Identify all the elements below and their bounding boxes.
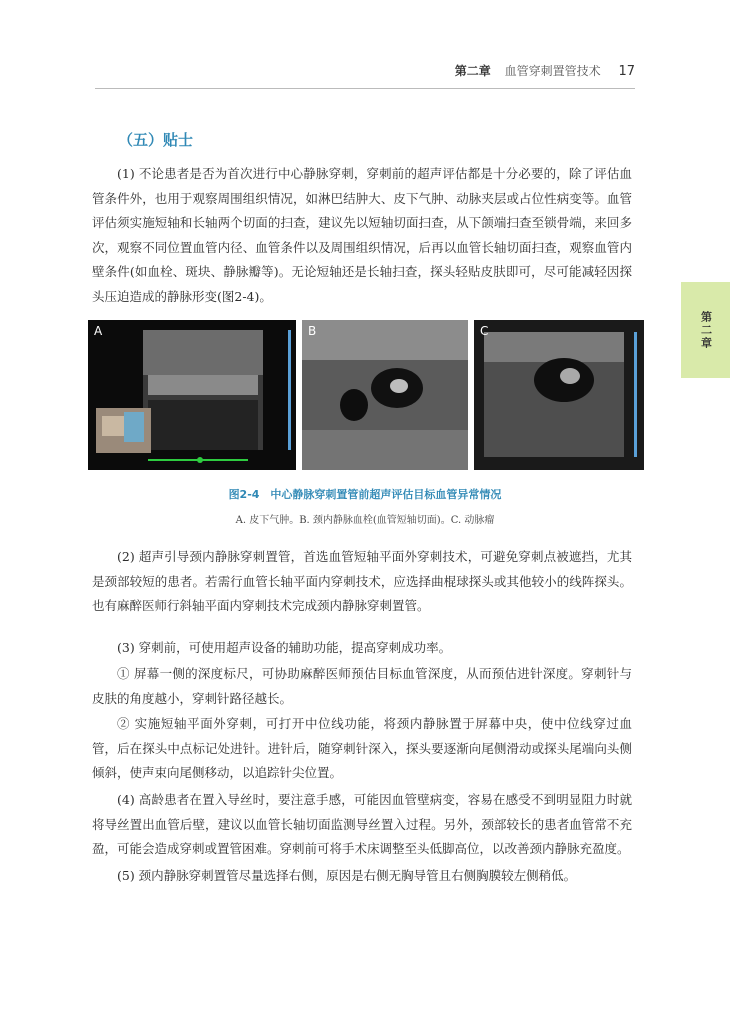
figure-caption: 图2-4 中心静脉穿刺置管前超声评估目标血管异常情况 — [228, 488, 502, 501]
paragraph-7: (5) 颈内静脉穿刺置管尽量选择右侧，原因是右侧无胸导管且右侧胸膜较左侧稍低。 — [117, 868, 577, 883]
panel-a — [88, 320, 296, 470]
paragraph-4: ① 屏幕一侧的深度标尺，可协助麻醉医师预估目标血管深度，从而预估进针深度。穿刺针与皮肤的角度越小，穿刺针路径越长。 — [92, 666, 632, 706]
running-header — [455, 62, 635, 79]
figure-subcaption: A. 皮下气肿。B. 颈内静脉血栓(血管短轴切面)。C. 动脉瘤 — [235, 515, 495, 526]
page-number: 17 — [618, 64, 635, 79]
chapter-side-tab-label: 第二章 — [699, 310, 713, 350]
paragraph-1: (1) 不论患者是否为首次进行中心静脉穿刺，穿刺前的超声评估都是十分必要的，除了评估血管条件外，也用于观察周围组织情况，如淋巴结肿大、皮下气肿、动脉夹层或占位性病变等。血管评估须实施短轴和长轴两个切面的扫查，建议先以短轴切面扫查，从下颌端扫查至锁骨端，来回多次，观察不同位置血管内径、血管条件以及周围组织情况，后再以血管长轴切面扫查，观察血管内壁条件(如血栓、斑块、静脉瓣等)。无论短轴还是长轴扫查，探头轻贴皮肤即可，尽可能减轻因探头压迫造成的静脉形变(图2-4)。 — [92, 166, 632, 304]
panel-a-label: A — [94, 324, 103, 338]
panel-c — [474, 320, 644, 470]
ultrasound-image-c — [474, 320, 644, 470]
panel-b-label: B — [308, 324, 317, 338]
paragraph-5: ② 实施短轴平面外穿刺，可打开中位线功能，将颈内静脉置于屏幕中央，使中位线穿过血管，后在探头中点标记处进针。进针后，随穿刺针深入，探头要逐渐向尾侧滑动或探头尾端向头侧倾斜，使声束向尾侧移动，以追踪针尖位置。 — [92, 716, 632, 780]
section-title: （五）贴士 — [118, 131, 194, 149]
panel-c-label: C — [480, 324, 489, 338]
paragraph-3: (3) 穿刺前，可使用超声设备的辅助功能，提高穿刺成功率。 — [117, 640, 452, 655]
paragraph-6: (4) 高龄患者在置入导丝时，要注意手感，可能因血管壁病变，容易在感受不到明显阻力时就将导丝置出血管后壁，建议以血管长轴切面监测导丝置入过程。另外，颈部较长的患者血管常不充盈，可能会造成穿刺或置管困难。穿刺前可将手术床调整至头低脚高位，以改善颈内静脉充盈度。 — [92, 792, 632, 856]
ultrasound-image-b — [302, 320, 468, 470]
header-rule — [95, 88, 635, 89]
header-chapter: 第二章 — [454, 64, 491, 78]
header-chapter-title: 血管穿刺置管技术 — [504, 64, 601, 78]
ultrasound-figure — [88, 320, 644, 470]
panel-b — [302, 320, 468, 470]
chapter-side-tab — [681, 282, 730, 378]
ultrasound-image-a — [88, 320, 296, 470]
paragraph-2: (2) 超声引导颈内静脉穿刺置管，首选血管短轴平面外穿刺技术，可避免穿刺点被遮挡，尤其是颈部较短的患者。若需行血管长轴平面内穿刺技术，应选择曲棍球探头或其他较小的线阵探头。也有麻醉医师行斜轴平面内穿刺技术完成颈内静脉穿刺置管。 — [92, 549, 632, 613]
